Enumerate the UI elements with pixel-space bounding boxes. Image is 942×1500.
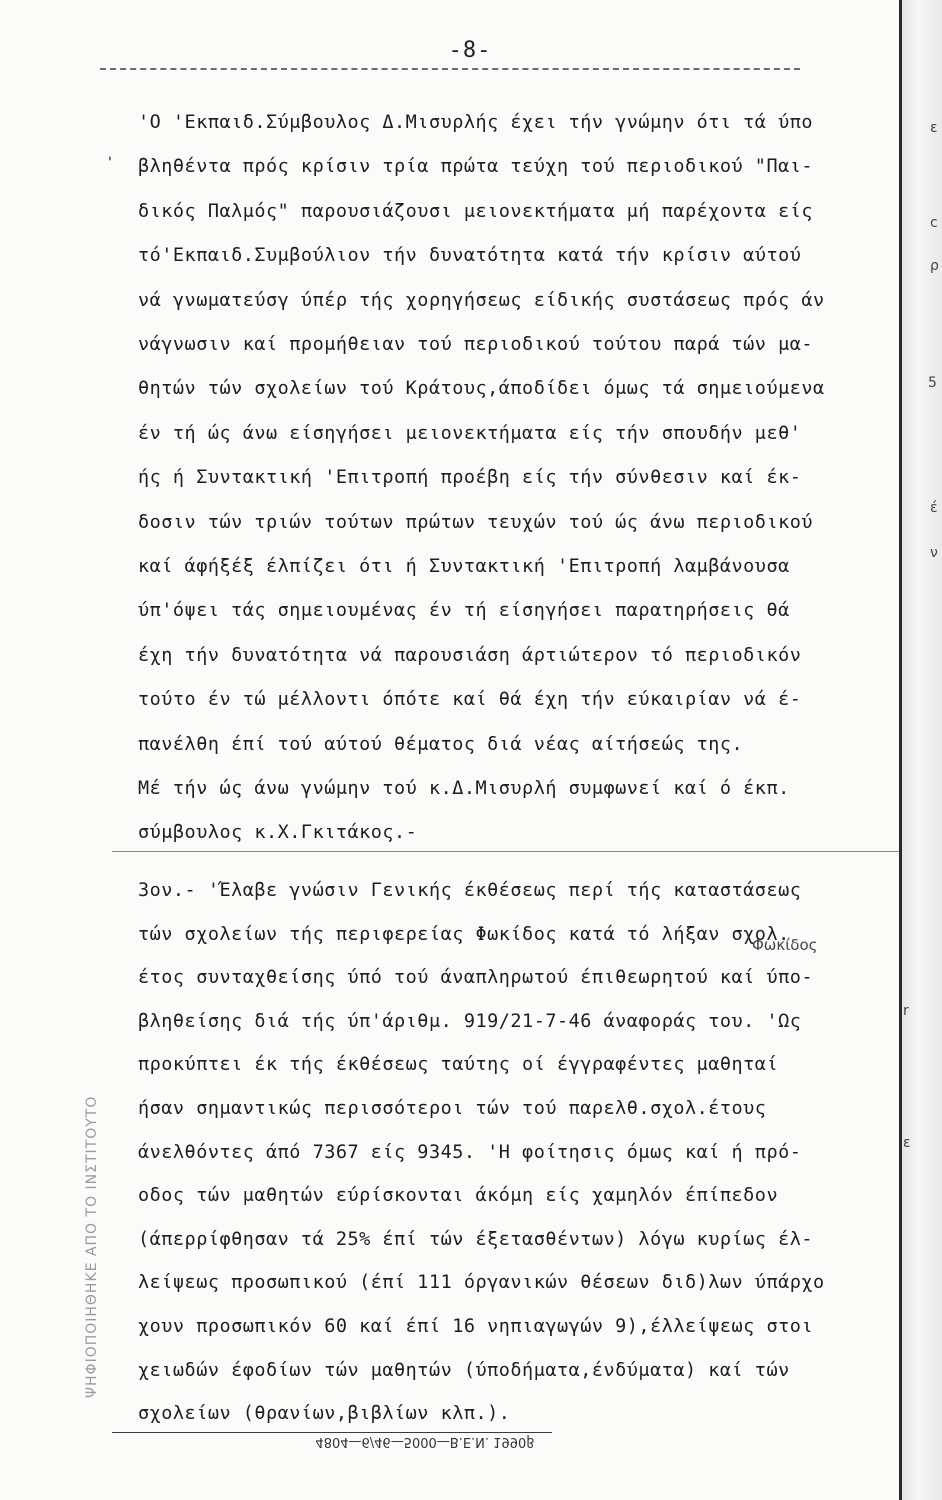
edge-char-3: ρ (930, 258, 939, 274)
edge-char-5: έ (930, 500, 938, 516)
margin-mark: ' (108, 155, 112, 171)
text-line: ύπ'όψει τάς σημειουμένας έν τή είσηγήσει παρατηρήσεις θά (138, 600, 790, 622)
text-line: νάγνωσιν καί προμήθειαν τού περιοδικού τούτου παρά τών μα- (138, 334, 814, 355)
text-line: οδος τών μαθητών εύρίσκονται άκόμη είς χαμηλόν έπίπεδον (138, 1185, 779, 1207)
handwritten-annotation: Φωκίδος (752, 936, 818, 954)
edge-char-1: ε (930, 120, 938, 136)
edge-char-4: 5 (928, 375, 937, 391)
edge-char-8: ε (903, 1135, 911, 1151)
edge-char-7: r (903, 1003, 909, 1019)
text-line: χουν προσωπικόν 60 καί έπί 16 νηπιαγωγών 9),έλλείψεως στοι (138, 1316, 814, 1337)
text-line: έχη τήν δυνατότητα νά παρουσιάση άρτιώτερον τό περιοδικόν (138, 644, 802, 666)
text-line: έτος συνταχθείσης ύπό τού άναπληρωτού έπιθεωρητού καί ύπο- (138, 967, 814, 989)
text-line: σχολείων (θρανίων,βιβλίων κλπ.). (138, 1403, 511, 1425)
text-line: ήσαν σημαντικώς περισσότεροι τών τού παρελθ.σχολ.έτους (138, 1098, 767, 1119)
text-line: Μέ τήν ώς άνω γνώμην τού κ.Δ.Μισυρλή συμφωνεί καί ό έκπ. (138, 778, 790, 799)
text-line: 'Ο 'Εκπαιδ.Σύμβουλος Δ.Μισυρλής έχει τήν γνώμην ότι τά ύπο (138, 112, 814, 133)
text-line: χειωδών έφοδίων τών μαθητών (ύποδήματα,ένδύματα) καί τών (138, 1359, 790, 1381)
text-line: δικός Παλμός" παρουσιάζουσι μειονεκτήματα μή παρέχοντα είς (138, 200, 814, 222)
text-line: βληθέντα πρός κρίσιν τρία πρώτα τεύχη τού περιοδικού "Παι- (138, 156, 814, 178)
top-rule (100, 68, 800, 70)
text-line: τούτο έν τώ μέλλοντι όπότε καί θά έχη τήν εύκαιρίαν νά έ- (138, 689, 802, 711)
printer-footer: 4804—6/46—5000—Β.Ε.Ν. 1990β (315, 1434, 535, 1449)
page-number: -8- (448, 38, 492, 63)
text-line: 3ον.- 'Έλαβε γνώσιν Γενικής έκθέσεως περί τής καταστάσεως (138, 880, 802, 901)
text-line: έν τή ώς άνω είσηγήσει μειονεκτήματα είς τήν σπουδήν μεθ' (138, 422, 802, 444)
text-line: νά γνωματεύσγ ύπέρ τής χορηγήσεως είδικής συστάσεως πρός άν (138, 289, 825, 311)
edge-char-2: c (930, 215, 938, 231)
text-line: προκύπτει έκ τής έκθέσεως ταύτης οί έγγραφέντες μαθηταί (138, 1054, 779, 1076)
text-line: τό'Εκπαιδ.Συμβούλιον τήν δυνατότητα κατά τήν κρίσιν αύτού (138, 245, 802, 267)
text-line: δοσιν τών τριών τούτων πρώτων τευχών τού ώς άνω περιοδικού (138, 511, 814, 533)
section-divider (112, 851, 902, 852)
archive-side-stamp: ΨΗΦΙΟΠΟΙΗΘΗΚΕ ΑΠΟ ΤΟ ΙΝΣΤΙΤΟΥΤΟ (84, 1095, 100, 1398)
text-line: πανέλθη έπί τού αύτού θέματος διά νέας αίτήσεώς της. (138, 733, 744, 755)
text-line: ής ή Συντακτική 'Επιτροπή προέβη είς τήν σύνθεσιν καί έκ- (138, 467, 802, 489)
bottom-rule (112, 1432, 552, 1433)
text-line: καί άφήξέξ έλπίζει ότι ή Συντακτική 'Επιτροπή λαμβάνουσα (138, 556, 790, 577)
text-line: άνελθόντες άπό 7367 είς 9345. 'Η φοίτησις όμως καί ή πρό- (138, 1141, 802, 1163)
text-line: σύμβουλος κ.Χ.Γκιτάκος.- (138, 822, 418, 844)
text-line: θητών τών σχολείων τού Κράτους,άποδίδει όμως τά σημειούμενα (138, 378, 825, 400)
text-line: βληθείσης διά τής ύπ'άριθμ. 919/21-7-46 άναφοράς του. 'Ως (138, 1010, 802, 1032)
text-line: τών σχολείων τής περιφερείας Φωκίδος κατά τό λήξαν σχολ. (138, 923, 790, 945)
edge-char-6: ν (930, 545, 938, 561)
text-line: (άπερρίφθησαν τά 25% έπί τών έξετασθέντων) λόγω κυρίως έλ- (138, 1228, 814, 1250)
text-line: λείψεως προσωπικού (έπί 111 όργανικών θέσεων διδ)λων ύπάρχο (138, 1272, 825, 1294)
